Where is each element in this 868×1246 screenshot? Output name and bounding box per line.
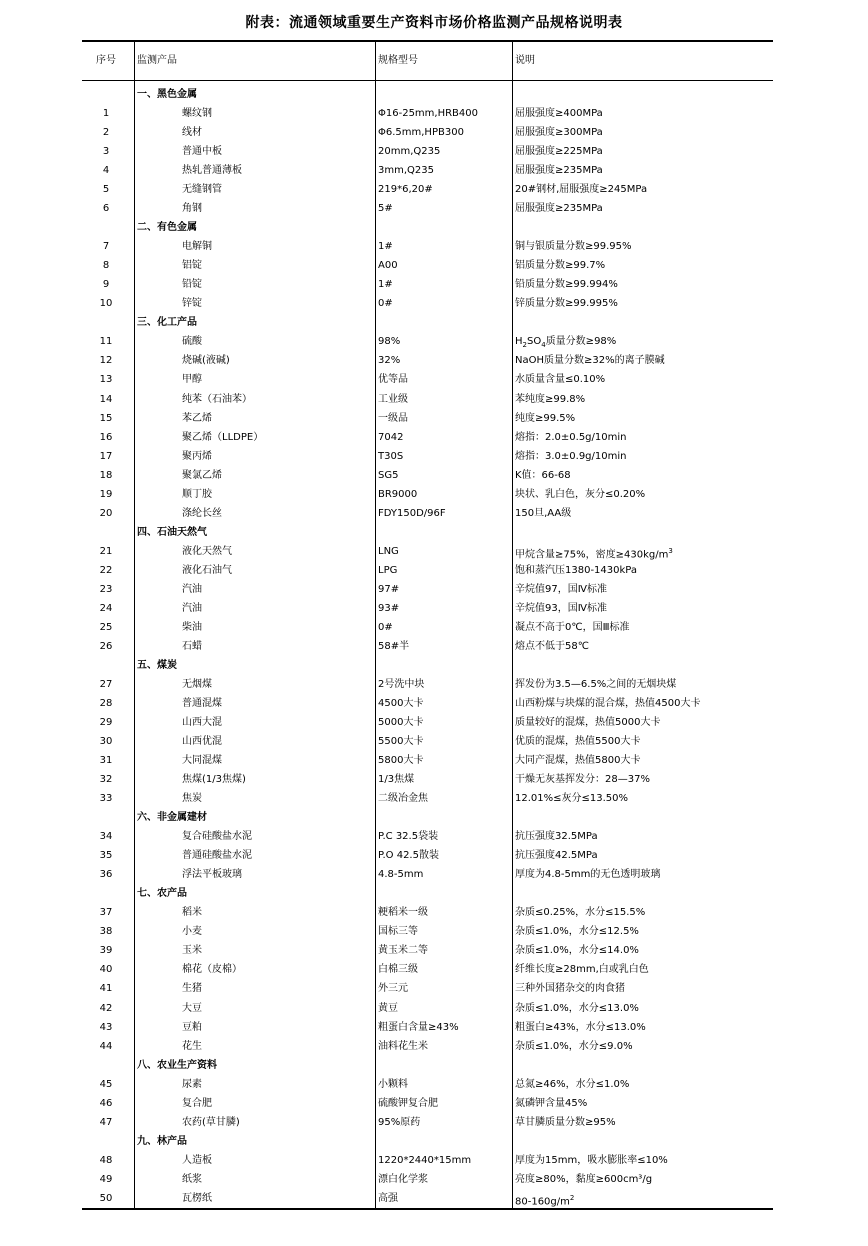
product-spec: 0# [378,621,393,633]
row-number: 28 [99,698,113,709]
table-row [82,1018,773,1037]
table-row [82,1170,773,1189]
product-name: 大豆 [182,1002,202,1014]
table-row [82,123,773,142]
product-spec: 4500大卡 [378,698,424,709]
table-row [82,542,773,561]
product-name: 热轧普通薄板 [182,165,242,177]
product-spec: 白棉三级 [378,964,418,976]
table-row [82,370,773,389]
product-description: 辛烷值93，国Ⅳ标准 [515,602,607,614]
spec-table [82,40,773,1210]
table-row [82,104,773,123]
row-number: 41 [99,983,113,995]
product-name: 顺丁胶 [182,488,212,500]
row-number: 17 [99,450,113,462]
table-row [82,827,773,846]
product-name: 玉米 [182,945,202,957]
product-spec: 4.8-5mm [378,869,424,881]
table-row [82,294,773,313]
product-name: 苯乙烯 [182,412,212,424]
product-description: 屈服强度≥235MPa [515,203,603,215]
header-spec: 规格型号 [378,55,418,66]
product-description: 纤维长度≥28mm,白或乳白色 [515,964,649,976]
table-row [82,1113,773,1132]
product-spec: 20mm,Q235 [378,146,441,158]
product-name: 汽油 [182,583,202,595]
product-spec: 5000大卡 [378,717,424,729]
product-name: 涤纶长丝 [182,507,222,519]
description-part: 甲烷含量≥75%，密度≥430kg/m [515,549,669,561]
table-row [82,1151,773,1170]
table-row [82,599,773,618]
table-row [82,409,773,428]
table-row [82,922,773,941]
row-number: 47 [99,1116,113,1128]
row-number: 22 [99,564,113,576]
table-row [82,504,773,523]
row-number: 24 [99,602,113,614]
row-number: 48 [99,1154,113,1166]
product-name: 液化石油气 [182,564,232,576]
description-part: 2 [522,341,527,350]
category-label: 一、黑色金属 [137,89,197,100]
table-row [82,999,773,1018]
category-label: 八、农业生产资料 [137,1059,217,1071]
product-spec: 58#半 [378,640,410,652]
row-number: 2 [102,127,110,139]
category-row [82,656,773,675]
product-description: 屈服强度≥225MPa [515,146,603,158]
product-spec: 油料花生米 [378,1040,428,1052]
table-row [82,390,773,409]
product-name: 棉花（皮棉） [182,964,242,976]
product-description: 熔指：2.0±0.5g/10min [515,431,627,443]
description-part: 质量分数≥98% [545,336,617,348]
product-description [515,1189,574,1211]
table-row [82,561,773,580]
description-part: H [515,336,523,348]
product-spec: P.C 32.5袋装 [378,831,439,843]
description-part: 4 [541,341,546,350]
product-spec: 粗蛋白含量≥43% [378,1021,459,1033]
table-row [82,694,773,713]
product-name: 普通硅酸盐水泥 [182,850,252,862]
product-description: 20#钢材,屈服强度≥245MPa [515,184,648,196]
table-row [82,1037,773,1056]
header-num: 序号 [96,55,116,66]
product-name: 豆粕 [182,1021,202,1033]
product-description: 铝质量分数≥99.7% [515,260,606,272]
product-description: 抗压强度32.5MPa [515,831,598,843]
product-name: 焦炭 [182,793,202,805]
product-spec: 黄玉米二等 [378,945,428,957]
product-spec: 32% [378,355,401,367]
product-name: 无烟煤 [182,678,212,690]
product-description: 亮度≥80%，黏度≥600cm³/g [515,1173,653,1185]
row-number: 45 [99,1078,113,1090]
table-body [82,81,773,1208]
product-description: 熔点不低于58℃ [515,640,589,652]
product-description: 纯度≥99.5% [515,412,576,424]
category-row [82,218,773,237]
product-spec: 一级品 [378,412,408,424]
row-number: 14 [99,393,113,405]
table-row [82,903,773,922]
product-name: 大同混煤 [182,755,222,767]
product-description: 块状、乳白色，灰分≤0.20% [515,488,646,500]
product-description: 杂质≤1.0%，水分≤14.0% [515,945,639,957]
product-name: 焦煤(1/3焦煤) [182,774,246,786]
table-row [82,161,773,180]
row-number: 18 [99,469,113,481]
category-row [82,808,773,827]
product-name: 生猪 [182,983,202,995]
product-description: 三种外国猪杂交的肉食猪 [515,983,625,995]
product-description: 总氮≥46%，水分≤1.0% [515,1078,630,1090]
table-row [82,865,773,884]
product-description: 屈服强度≥300MPa [515,127,603,139]
product-name: 液化天然气 [182,545,232,557]
product-spec: 219*6,20# [378,184,433,196]
product-spec: Φ6.5mm,HPB300 [378,127,464,139]
product-name: 山西大混 [182,717,222,729]
row-number: 8 [102,260,110,272]
product-description: 抗压强度42.5MPa [515,850,598,862]
table-row [82,275,773,294]
product-spec: LNG [378,545,399,557]
row-number: 21 [99,545,113,557]
product-spec: 小颗料 [378,1078,408,1090]
table-row [82,941,773,960]
product-name: 小麦 [182,926,202,938]
product-spec: A00 [378,260,398,272]
table-row [82,732,773,751]
product-spec: 7042 [378,431,404,443]
product-description: 山西粉煤与块煤的混合煤，热值4500大卡 [515,698,701,709]
product-spec: 97# [378,583,400,595]
row-number: 10 [99,298,113,310]
row-number: 13 [99,374,113,386]
row-number: 43 [99,1021,113,1033]
row-number: 42 [99,1002,113,1014]
table-row [82,142,773,161]
row-number: 19 [99,488,113,500]
product-spec: 优等品 [378,374,408,386]
category-label: 五、煤炭 [137,659,177,671]
product-name: 普通混煤 [182,698,222,709]
description-part: 2 [569,1193,575,1202]
product-description: 锌质量分数≥99.995% [515,298,618,310]
product-description: 苯纯度≥99.8% [515,393,586,405]
product-description: 质量较好的混煤，热值5000大卡 [515,717,661,729]
row-number: 35 [99,850,113,862]
product-description: 粗蛋白≥43%，水分≤13.0% [515,1021,646,1033]
table-row [82,1075,773,1094]
row-number: 4 [102,165,110,177]
table-row [82,351,773,370]
row-number: 16 [99,431,113,443]
product-name: 山西优混 [182,736,222,748]
product-spec: P.O 42.5散装 [378,850,439,862]
table-bottom-rule [82,1208,773,1210]
table-row [82,1094,773,1113]
description-part: 3 [668,546,673,555]
row-number: 20 [99,507,113,519]
table-row [82,256,773,275]
product-spec: 5800大卡 [378,755,424,767]
row-number: 11 [99,336,113,348]
product-description: 屈服强度≥235MPa [515,165,603,177]
product-spec: 95%原药 [378,1116,421,1128]
column-divider [512,42,513,80]
header-product: 监测产品 [137,55,177,66]
row-number: 23 [99,583,113,595]
product-spec: 5# [378,203,393,215]
row-number: 40 [99,964,113,976]
row-number: 31 [99,755,113,767]
product-description: 大同产混煤，热值5800大卡 [515,755,641,767]
row-number: 46 [99,1097,113,1109]
category-label: 四、石油天然气 [137,526,207,538]
table-row [82,618,773,637]
row-number: 38 [99,926,113,938]
category-label: 三、化工产品 [137,317,197,329]
product-spec: 2号洗中块 [378,678,425,690]
product-description: 凝点不高于0℃，国Ⅲ标准 [515,621,630,633]
product-name: 农药(草甘膦) [182,1116,240,1128]
row-number: 5 [102,184,110,196]
product-name: 花生 [182,1040,202,1052]
table-header [82,42,773,80]
product-name: 汽油 [182,602,202,614]
product-description: 厚度为4.8-5mm的无色透明玻璃 [515,869,661,881]
product-description: 铅质量分数≥99.994% [515,279,618,291]
product-spec: 1220*2440*15mm [378,1154,472,1166]
product-name: 铝锭 [182,260,202,272]
category-row [82,884,773,903]
product-description: 杂质≤1.0%，水分≤9.0% [515,1040,633,1052]
row-number: 50 [99,1192,113,1204]
product-name: 硫酸 [182,336,202,348]
product-spec: T30S [378,450,404,462]
product-name: 无缝钢管 [182,184,222,196]
product-description: 厚度为15mm，吸水膨胀率≤10% [515,1154,668,1166]
product-description: 杂质≤0.25%，水分≤15.5% [515,907,646,919]
product-name: 浮法平板玻璃 [182,869,242,881]
category-label: 七、农产品 [137,888,187,900]
product-spec: 国标三等 [378,926,418,938]
table-row [82,1189,773,1208]
table-row [82,789,773,808]
description-part: 80-160g/m [515,1196,570,1208]
product-spec: 1/3焦煤 [378,774,415,786]
table-row [82,447,773,466]
table-row [82,237,773,256]
table-row [82,637,773,656]
row-number: 25 [99,621,113,633]
row-number: 26 [99,640,113,652]
table-row [82,846,773,865]
product-spec: BR9000 [378,488,418,500]
product-description: 铜与银质量分数≥99.95% [515,241,632,253]
row-number: 7 [102,241,110,253]
product-name: 线材 [182,127,202,139]
product-name: 纯苯（石油苯） [182,393,252,405]
product-name: 甲醇 [182,374,202,386]
row-number: 36 [99,869,113,881]
table-row [82,960,773,979]
table-row [82,466,773,485]
category-label: 六、非金属建材 [137,812,207,824]
table-row [82,751,773,770]
product-spec: 黄豆 [378,1002,398,1014]
header-desc: 说明 [515,55,535,66]
row-number: 39 [99,945,113,957]
product-name: 铅锭 [182,279,202,291]
product-name: 电解铜 [182,241,212,253]
row-number: 32 [99,774,113,786]
product-spec: 高强 [378,1192,398,1204]
table-row [82,180,773,199]
product-description: 杂质≤1.0%，水分≤12.5% [515,926,639,938]
product-description: 屈服强度≥400MPa [515,108,603,120]
product-spec: 3mm,Q235 [378,165,434,177]
row-number: 29 [99,717,113,729]
table-row [82,770,773,789]
table-row [82,332,773,351]
product-name: 聚乙烯（LLDPE） [182,431,264,443]
product-spec: 漂白化学浆 [378,1173,428,1185]
product-description: 12.01%≤灰分≤13.50% [515,793,629,805]
product-description: 150旦,AA级 [515,507,572,519]
product-name: 人造板 [182,1154,212,1166]
product-spec: 98% [378,336,401,348]
row-number: 27 [99,678,113,690]
product-name: 普通中板 [182,146,222,158]
product-description: 饱和蒸汽压1380-1430kPa [515,564,638,576]
category-row [82,85,773,104]
description-part: SO [527,336,542,348]
row-number: 12 [99,355,113,367]
product-spec: 0# [378,298,393,310]
product-name: 聚丙烯 [182,450,212,462]
table-row [82,428,773,447]
category-label: 九、林产品 [137,1135,187,1147]
product-name: 锌锭 [182,298,202,310]
row-number: 1 [102,108,110,120]
product-description: 干燥无灰基挥发分：28—37% [515,774,650,786]
row-number: 9 [102,279,110,291]
product-name: 角钢 [182,203,202,215]
product-spec: 5500大卡 [378,736,424,748]
table-row [82,979,773,998]
product-spec: 外三元 [378,983,408,995]
product-description: 水质量含量≤0.10% [515,374,606,386]
product-spec: 1# [378,241,393,253]
product-description: 草甘膦质量分数≥95% [515,1116,616,1128]
product-name: 复合肥 [182,1097,212,1109]
category-row [82,1056,773,1075]
product-spec: 硫酸钾复合肥 [378,1097,438,1109]
row-number: 3 [102,146,110,158]
product-name: 烧碱(液碱) [182,355,230,367]
product-description: 优质的混煤，热值5500大卡 [515,736,641,748]
product-description: 辛烷值97，国Ⅳ标准 [515,583,607,595]
product-name: 尿素 [182,1078,202,1090]
row-number: 37 [99,907,113,919]
product-name: 复合硅酸盐水泥 [182,831,252,843]
product-name: 螺纹钢 [182,108,212,120]
row-number: 44 [99,1040,113,1052]
product-description: 杂质≤1.0%，水分≤13.0% [515,1002,639,1014]
product-spec: 工业级 [378,393,408,405]
product-name: 柴油 [182,621,202,633]
row-number: 34 [99,831,113,843]
category-row [82,1132,773,1151]
product-spec: LPG [378,564,398,576]
product-spec: 93# [378,602,400,614]
page-title: 附表：流通领域重要生产资料市场价格监测产品规格说明表 [245,15,623,31]
product-spec: Φ16-25mm,HRB400 [378,108,479,120]
row-number: 33 [99,793,113,805]
product-description: NaOH质量分数≥32%的离子膜碱 [515,355,665,367]
row-number: 6 [102,203,110,215]
category-row [82,523,773,542]
product-spec: SG5 [378,469,399,481]
product-description: 熔指：3.0±0.9g/10min [515,450,627,462]
table-row [82,199,773,218]
table-row [82,675,773,694]
product-spec: 1# [378,279,393,291]
row-number: 30 [99,736,113,748]
table-row [82,485,773,504]
product-name: 石蜡 [182,640,202,652]
product-spec: FDY150D/96F [378,507,446,519]
column-divider [375,42,376,80]
product-spec: 粳稻米一级 [378,907,428,919]
product-description: 氮磷钾含量45% [515,1097,588,1109]
column-divider [134,42,135,80]
product-name: 聚氯乙烯 [182,469,222,481]
category-row [82,313,773,332]
row-number: 49 [99,1173,113,1185]
product-name: 稻米 [182,907,202,919]
product-spec: 二级冶金焦 [378,793,428,805]
table-row [82,580,773,599]
category-label: 二、有色金属 [137,222,197,234]
product-name: 瓦楞纸 [182,1192,212,1204]
product-name: 纸浆 [182,1173,202,1185]
product-description: 挥发份为3.5—6.5%之间的无烟块煤 [515,678,677,690]
product-description: K值：66-68 [515,469,571,481]
table-row [82,713,773,732]
row-number: 15 [99,412,113,424]
